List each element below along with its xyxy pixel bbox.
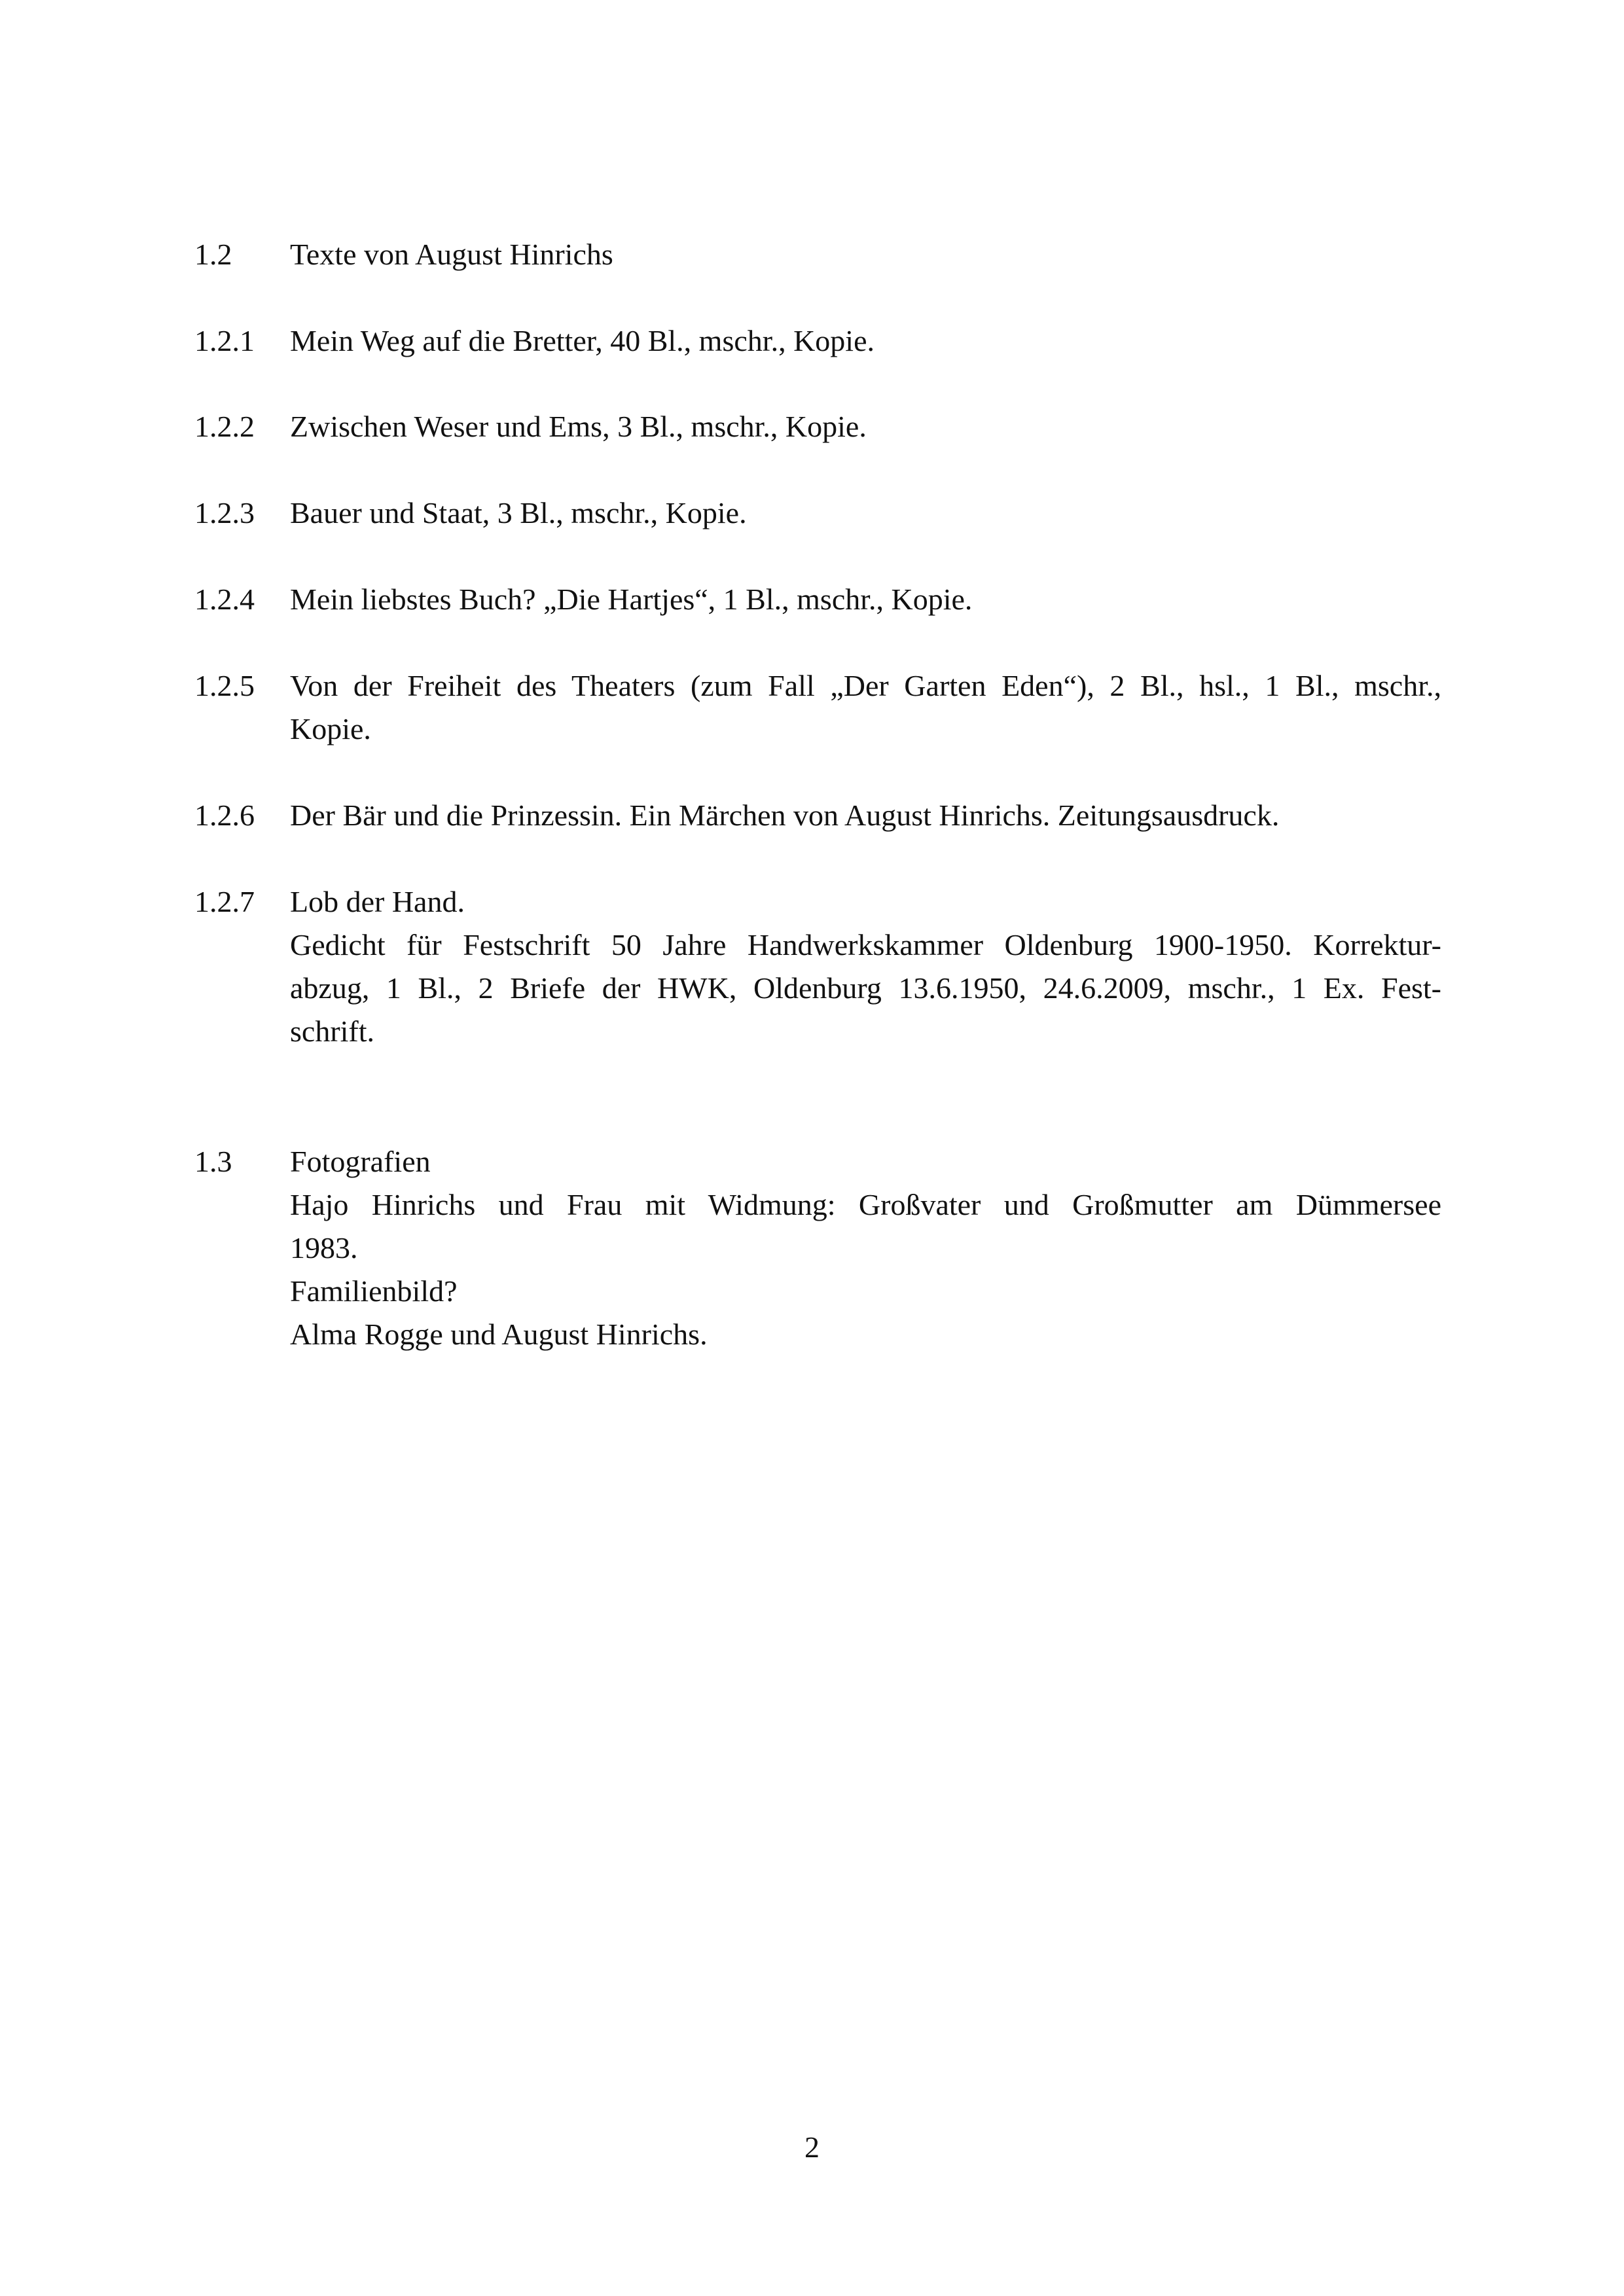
entry-number: 1.2.4: [194, 583, 255, 616]
entry-line: Lob der Hand.: [290, 885, 465, 918]
entry-line: Bauer und Staat, 3 Bl., mschr., Kopie.: [290, 496, 747, 529]
entry-line: Mein liebstes Buch? „Die Hartjes“, 1 Bl., mschr., Kopie.: [290, 583, 973, 616]
entry-text: [290, 405, 1441, 448]
entry-line: 1983.: [290, 1231, 358, 1265]
page-number: 2: [804, 2130, 820, 2164]
section-number: 1.2: [194, 238, 232, 271]
entry-number: 1.2.1: [194, 324, 255, 357]
entry-text: [290, 319, 1441, 363]
entry-number: 1.2.2: [194, 410, 255, 443]
entry-text: [290, 578, 1441, 621]
entry-line: abzug, 1 Bl., 2 Briefe der HWK, Oldenburg 13.6.1950, 24.6.2009, mschr., 1 Ex. Fest-: [290, 971, 1441, 1005]
entry-text: [290, 880, 1441, 1053]
section-title: Fotografien: [290, 1145, 431, 1178]
entry-line: Mein Weg auf die Bretter, 40 Bl., mschr., Kopie.: [290, 324, 875, 357]
section-title: Texte von August Hinrichs: [290, 238, 613, 271]
entry-text: [290, 794, 1441, 837]
entry-line: Gedicht für Festschrift 50 Jahre Handwerkskammer Oldenburg 1900-1950. Korrektur-: [290, 928, 1441, 961]
entry-line: Alma Rogge und August Hinrichs.: [290, 1318, 708, 1351]
entry-line: Der Bär und die Prinzessin. Ein Märchen von August Hinrichs. Zeitungsausdruck.: [290, 798, 1280, 832]
entry-number: 1.2.5: [194, 669, 255, 702]
section-text: [290, 233, 1441, 276]
entry-text: [290, 492, 1441, 535]
entry-line: Hajo Hinrichs und Frau mit Widmung: Großvater und Großmutter am Dümmersee: [290, 1188, 1441, 1221]
entry-line: Zwischen Weser und Ems, 3 Bl., mschr., Kopie.: [290, 410, 867, 443]
entry-line: Kopie.: [290, 712, 371, 745]
section-number: 1.3: [194, 1145, 232, 1178]
section-text: [290, 1140, 1441, 1356]
entry-line: Von der Freiheit des Theaters (zum Fall „Der Garten Eden“), 2 Bl., hsl., 1 Bl., mschr.,: [290, 669, 1441, 702]
entry-number: 1.2.6: [194, 798, 255, 832]
entry-line: schrift.: [290, 1014, 375, 1048]
entry-number: 1.2.3: [194, 496, 255, 529]
entry-line: Familienbild?: [290, 1274, 458, 1308]
entry-number: 1.2.7: [194, 885, 255, 918]
entry-text: [290, 664, 1441, 751]
